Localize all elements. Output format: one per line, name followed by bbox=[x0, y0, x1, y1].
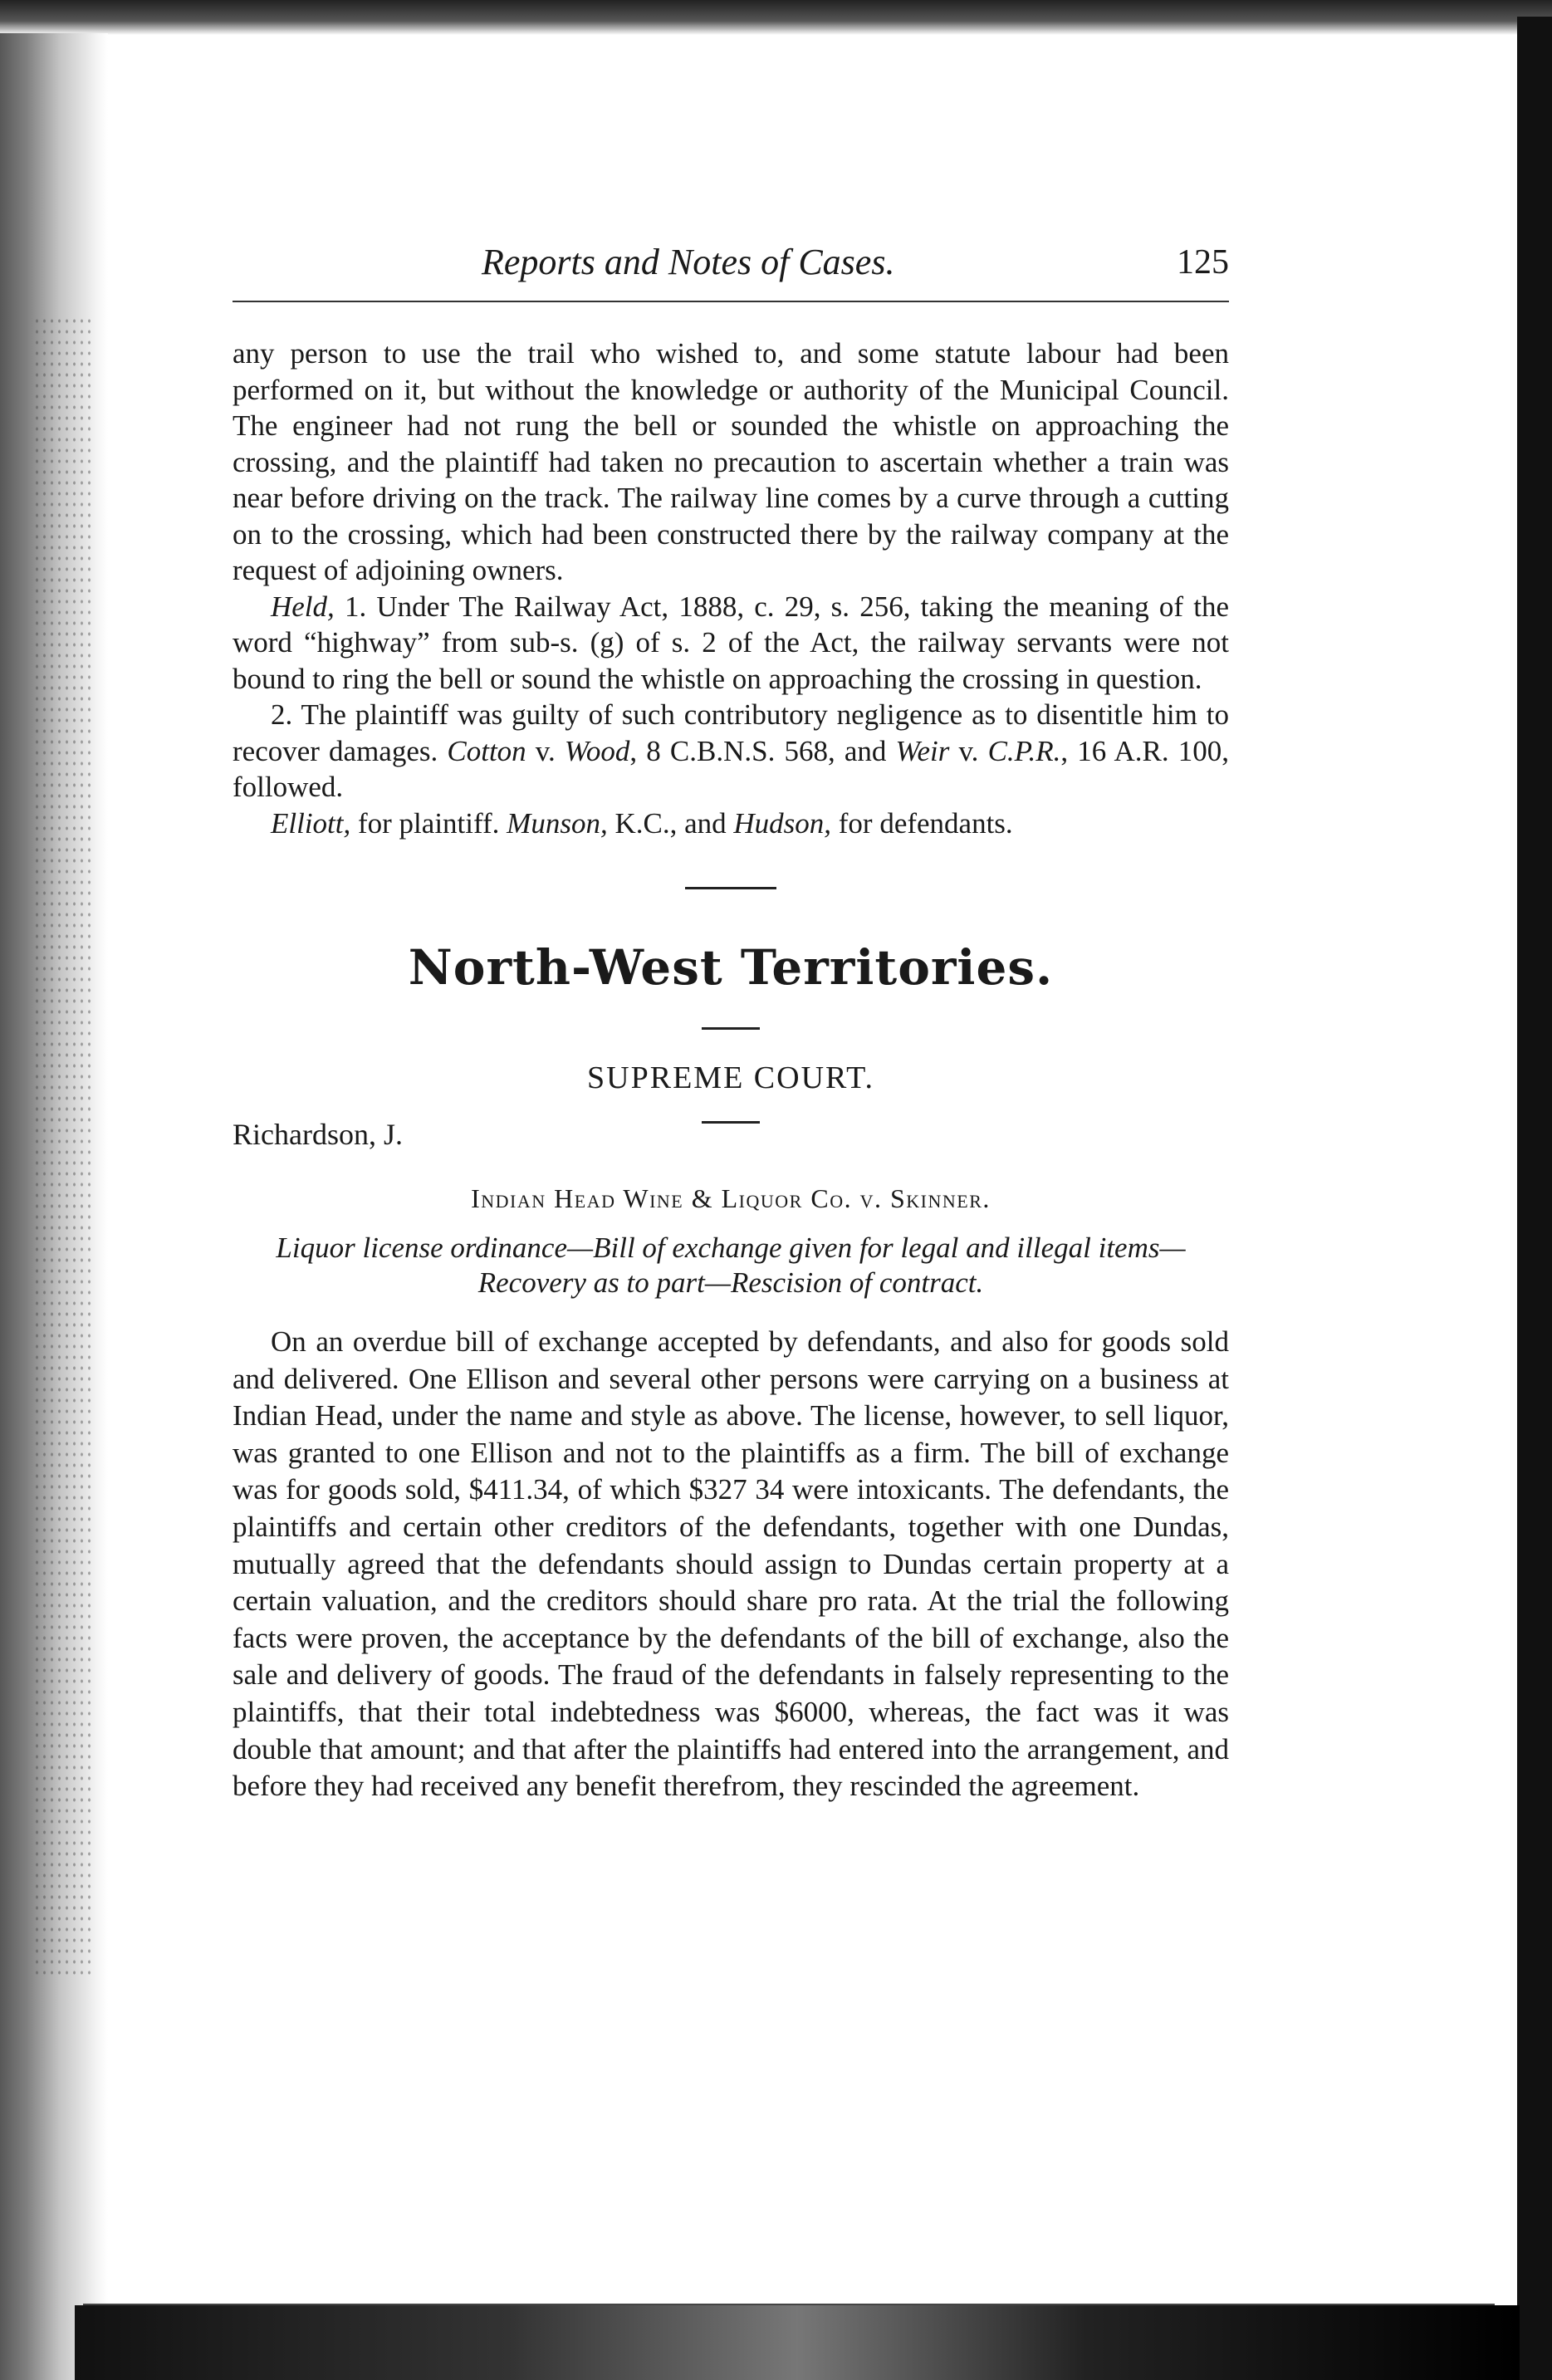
title-divider bbox=[702, 1027, 760, 1030]
paragraph-facts: any person to use the trail who wished to, and some statute labour had been performed on it, but without the knowledge or authority of the Municipal Council. The engineer had not rung the bell or sounded the whistle on approaching the crossing, and the plaintiff had taken no precaution to ascertain whether a train was near before driving on the track. The railway line comes by a curve through a cutting on to the crossing, which had been constructed there by the railway company at the request of adjoining owners. bbox=[233, 337, 1229, 586]
paragraph-held bbox=[233, 589, 1229, 698]
court-title: SUPREME COURT. bbox=[587, 1060, 874, 1095]
counsel-munson: Munson, bbox=[507, 806, 608, 840]
versus-1: v. bbox=[526, 734, 565, 767]
scan-border-top bbox=[0, 0, 1552, 35]
judge-name: Richardson, J. bbox=[233, 1118, 403, 1151]
paragraph-counsel bbox=[233, 806, 1229, 842]
running-head bbox=[233, 241, 1229, 302]
case-cite-wood: Wood bbox=[564, 734, 630, 767]
citation-2: , 16 A.R. 100, followed. bbox=[233, 734, 1229, 803]
case-continuation bbox=[233, 335, 1229, 841]
headnote: Liquor license ordinance—Bill of exchange given for legal and illegal items—Recovery as to part—Rescision of contract. bbox=[276, 1232, 1186, 1299]
counsel-text-2: K.C., and bbox=[607, 806, 734, 840]
case-cite-cpr: C.P.R. bbox=[987, 734, 1061, 767]
case-body: On an overdue bill of exchange accepted by defendants, and also for goods sold and delivered. One Ellison and several other persons were carrying on a business at Indian Head, under the name and style as above. The license, however, to sell liquor, was granted to one Ellison and not to the plaintiffs as a firm. The bill of exchange was for goods sold, $411.34, of which $327 34 were intoxicants. The defendants, the plaintiffs and certain other creditors of the defendants, together with one Dundas, mutually agreed that the defendants should assign to Dundas certain property at a certain valuation, and the creditors should share pro rata. At the trial the following facts were proven, the acceptance by the defendants of the bill of exchange, also the sale and delivery of goods. The fraud of the defendants in falsely representing to the plaintiffs, that their total indebtedness was $6000, whereas, the fact was it was double that amount; and that after the plaintiffs had entered into the arrangement, and before they had received any benefit therefrom, they rescinded the agreement. bbox=[233, 1325, 1229, 1803]
counsel-elliott: Elliott, bbox=[271, 806, 351, 840]
paragraph-holding-2 bbox=[233, 697, 1229, 806]
held-label: Held, bbox=[271, 590, 335, 623]
section-divider bbox=[685, 887, 776, 889]
holding-2-text: 2. The plaintiff was guilty of such contributory negligence as to disentitle him to recover damages. bbox=[233, 698, 1229, 767]
versus-2: v. bbox=[949, 734, 988, 767]
scan-border-right bbox=[1517, 17, 1552, 2380]
held-text: 1. Under The Railway Act, 1888, c. 29, s. 256, taking the meaning of the word “highway” from sub-s. (g) of s. 2 of the Act, the railway servants were not bound to ring the bell or sound the whistle on approaching the crossing in question. bbox=[233, 590, 1229, 695]
case-cite-weir: Weir bbox=[895, 734, 950, 767]
scan-noise bbox=[33, 316, 91, 1976]
citation-1: , 8 C.B.N.S. 568, and bbox=[629, 734, 896, 767]
page-number: 125 bbox=[1177, 243, 1229, 282]
counsel-text-1: for plaintiff. bbox=[350, 806, 507, 840]
page-content bbox=[233, 241, 1229, 1805]
counsel-text-3: for defendants. bbox=[831, 806, 1013, 840]
case-title: Indian Head Wine & Liquor Co. v. Skinner. bbox=[471, 1183, 991, 1213]
case-cite-cotton: Cotton bbox=[447, 734, 526, 767]
counsel-hudson: Hudson, bbox=[733, 806, 832, 840]
scan-border-bottom bbox=[75, 2305, 1520, 2380]
section-title: North-West Territories. bbox=[408, 939, 1054, 996]
running-title: Reports and Notes of Cases. bbox=[482, 242, 895, 282]
